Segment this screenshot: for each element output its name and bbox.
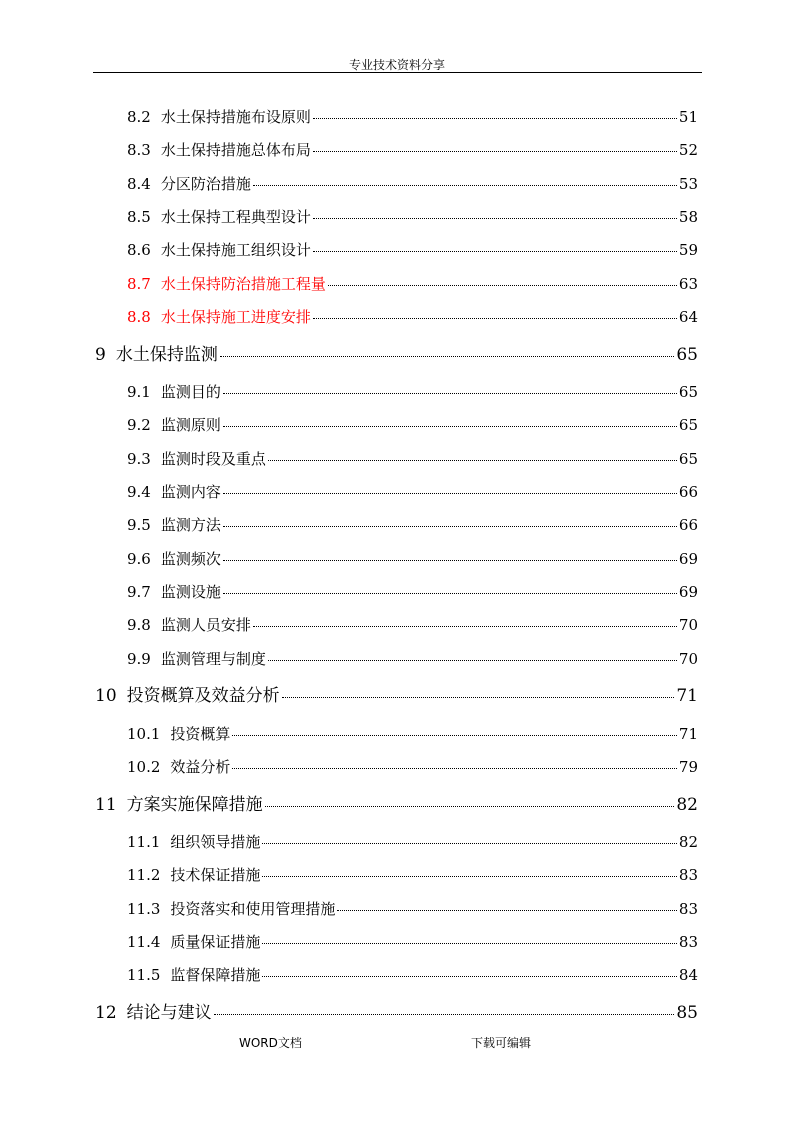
toc-entry-page-number: 85	[676, 1003, 698, 1023]
toc-dot-leader	[232, 768, 676, 769]
toc-entry[interactable]	[127, 964, 698, 985]
toc-entry[interactable]	[127, 756, 698, 777]
toc-entry-title: 监测管理与制度	[160, 650, 266, 668]
toc-dot-leader	[253, 185, 677, 186]
toc-entry-page-number: 71	[678, 725, 698, 743]
toc-entry[interactable]	[127, 864, 698, 885]
toc-entry-page-number: 51	[678, 108, 698, 126]
toc-entry[interactable]	[127, 898, 698, 919]
toc-entry-number: 9.1	[127, 383, 151, 401]
toc-dot-leader	[265, 806, 675, 807]
toc-dot-leader	[313, 318, 677, 319]
toc-entry-page-number: 59	[678, 241, 698, 259]
toc-entry[interactable]	[127, 106, 698, 127]
toc-entry-number: 9.2	[127, 416, 151, 434]
toc-entry-number: 9.8	[127, 616, 151, 634]
toc-entry-title: 监测内容	[160, 483, 221, 501]
toc-entry[interactable]	[127, 931, 698, 952]
toc-dot-leader	[328, 285, 677, 286]
toc-entry[interactable]	[127, 414, 698, 435]
toc-entry-title: 技术保证措施	[170, 866, 261, 884]
toc-entry-title: 水土保持施工组织设计	[160, 241, 311, 259]
toc-entry-number: 9.5	[127, 516, 151, 534]
toc-entry-page-number: 84	[678, 966, 698, 984]
toc-dot-leader	[223, 526, 677, 527]
toc-entry-page-number: 69	[678, 583, 698, 601]
footer-right-text: 下载可编辑	[471, 1036, 532, 1050]
toc-entry-title: 投资落实和使用管理措施	[170, 900, 336, 918]
toc-entry[interactable]	[127, 514, 698, 535]
toc-entry[interactable]	[127, 273, 698, 294]
toc-entry[interactable]	[127, 306, 698, 327]
toc-entry-page-number: 70	[678, 650, 698, 668]
toc-entry[interactable]	[127, 648, 698, 669]
toc-entry-title: 质量保证措施	[170, 933, 261, 951]
toc-entry[interactable]	[127, 173, 698, 194]
toc-entry-page-number: 82	[676, 795, 698, 815]
toc-entry-title: 水土保持工程典型设计	[160, 208, 311, 226]
header-divider	[93, 72, 702, 73]
toc-entry-page-number: 82	[678, 833, 698, 851]
toc-entry[interactable]	[127, 481, 698, 502]
toc-entry-number: 11.3	[127, 900, 161, 918]
toc-entry-number: 10	[95, 686, 117, 706]
toc-entry-title: 水土保持防治措施工程量	[160, 275, 326, 293]
toc-dot-leader	[223, 393, 677, 394]
toc-entry-page-number: 65	[678, 383, 698, 401]
toc-entry-number: 9.4	[127, 483, 151, 501]
toc-entry-number: 11.5	[127, 966, 161, 984]
toc-entry-page-number: 65	[676, 345, 698, 365]
toc-entry-number: 8.2	[127, 108, 151, 126]
toc-entry-page-number: 65	[678, 450, 698, 468]
toc-entry-number: 8.8	[127, 308, 151, 326]
toc-entry-number: 10.1	[127, 725, 161, 743]
toc-dot-leader	[313, 251, 677, 252]
toc-entry-page-number: 83	[678, 900, 698, 918]
toc-entry[interactable]	[127, 723, 698, 744]
toc-entry-title: 投资概算及效益分析	[126, 686, 280, 706]
toc-entry-title: 效益分析	[170, 758, 231, 776]
toc-entry-title: 监测原则	[160, 416, 221, 434]
toc-dot-leader	[232, 735, 676, 736]
toc-entry-number: 11	[95, 795, 117, 815]
toc-dot-leader	[262, 943, 676, 944]
toc-dot-leader	[214, 1014, 675, 1015]
toc-dot-leader	[223, 493, 677, 494]
toc-dot-leader	[223, 560, 677, 561]
toc-dot-leader	[337, 910, 676, 911]
toc-entry-page-number: 58	[678, 208, 698, 226]
toc-entry-number: 9.7	[127, 583, 151, 601]
toc-entry-title: 水土保持措施总体布局	[160, 141, 311, 159]
toc-entry[interactable]	[127, 206, 698, 227]
toc-dot-leader	[220, 356, 675, 357]
toc-entry-number: 9.9	[127, 650, 151, 668]
toc-entry-page-number: 69	[678, 550, 698, 568]
toc-dot-leader	[268, 460, 677, 461]
toc-entry-number: 8.5	[127, 208, 151, 226]
toc-dot-leader	[253, 626, 677, 627]
toc-entry[interactable]	[127, 239, 698, 260]
toc-entry-number: 9.3	[127, 450, 151, 468]
toc-entry-title: 方案实施保障措施	[126, 795, 263, 815]
toc-dot-leader	[313, 218, 677, 219]
toc-entry-page-number: 53	[678, 175, 698, 193]
toc-entry[interactable]	[127, 381, 698, 402]
toc-entry-title: 监测人员安排	[160, 616, 251, 634]
toc-entry-page-number: 79	[678, 758, 698, 776]
toc-entry-page-number: 70	[678, 616, 698, 634]
toc-dot-leader	[313, 118, 677, 119]
toc-entry[interactable]	[127, 831, 698, 852]
toc-entry-number: 8.4	[127, 175, 151, 193]
toc-entry-title: 监测频次	[160, 550, 221, 568]
page-header: 专业技术资料分享	[348, 58, 445, 72]
toc-entry-number: 10.2	[127, 758, 161, 776]
toc-entry-number: 8.3	[127, 141, 151, 159]
toc-dot-leader	[262, 843, 676, 844]
toc-entry-page-number: 64	[678, 308, 698, 326]
toc-entry-number: 8.7	[127, 275, 151, 293]
toc-entry-page-number: 83	[678, 933, 698, 951]
toc-entry-number: 12	[95, 1003, 117, 1023]
toc-entry[interactable]	[127, 139, 698, 160]
toc-dot-leader	[262, 976, 676, 977]
toc-entry-title: 监测方法	[160, 516, 221, 534]
toc-entry[interactable]	[95, 681, 698, 706]
toc-entry-title: 结论与建议	[126, 1003, 212, 1023]
toc-entry-number: 9.6	[127, 550, 151, 568]
toc-entry[interactable]	[127, 448, 698, 469]
toc-dot-leader	[223, 426, 677, 427]
toc-dot-leader	[313, 151, 677, 152]
toc-entry-page-number: 66	[678, 483, 698, 501]
toc-entry-page-number: 71	[676, 686, 698, 706]
toc-entry[interactable]	[127, 548, 698, 569]
toc-entry-page-number: 66	[678, 516, 698, 534]
footer-left-text: WORD文档	[239, 1036, 302, 1050]
toc-entry-number: 9	[95, 345, 106, 365]
toc-entry-title: 投资概算	[170, 725, 231, 743]
toc-dot-leader	[268, 660, 677, 661]
toc-entry-title: 水土保持措施布设原则	[160, 108, 311, 126]
toc-entry[interactable]	[95, 790, 698, 815]
toc-entry-title: 组织领导措施	[170, 833, 261, 851]
toc-entry[interactable]	[95, 340, 698, 365]
toc-entry-title: 监督保障措施	[170, 966, 261, 984]
toc-entry[interactable]	[127, 581, 698, 602]
toc-entry-page-number: 52	[678, 141, 698, 159]
toc-entry-number: 11.4	[127, 933, 161, 951]
toc-entry[interactable]	[95, 998, 698, 1023]
toc-entry[interactable]	[127, 614, 698, 635]
toc-entry-title: 分区防治措施	[160, 175, 251, 193]
toc-dot-leader	[262, 876, 676, 877]
toc-entry-title: 监测设施	[160, 583, 221, 601]
toc-entry-page-number: 63	[678, 275, 698, 293]
toc-entry-number: 8.6	[127, 241, 151, 259]
toc-entry-title: 水土保持施工进度安排	[160, 308, 311, 326]
toc-entry-title: 水土保持监测	[115, 345, 218, 365]
toc-entry-number: 11.2	[127, 866, 161, 884]
toc-entry-page-number: 83	[678, 866, 698, 884]
toc-entry-page-number: 65	[678, 416, 698, 434]
toc-entry-title: 监测时段及重点	[160, 450, 266, 468]
toc-entry-title: 监测目的	[160, 383, 221, 401]
toc-entry-number: 11.1	[127, 833, 161, 851]
toc-dot-leader	[223, 593, 677, 594]
toc-dot-leader	[282, 697, 675, 698]
